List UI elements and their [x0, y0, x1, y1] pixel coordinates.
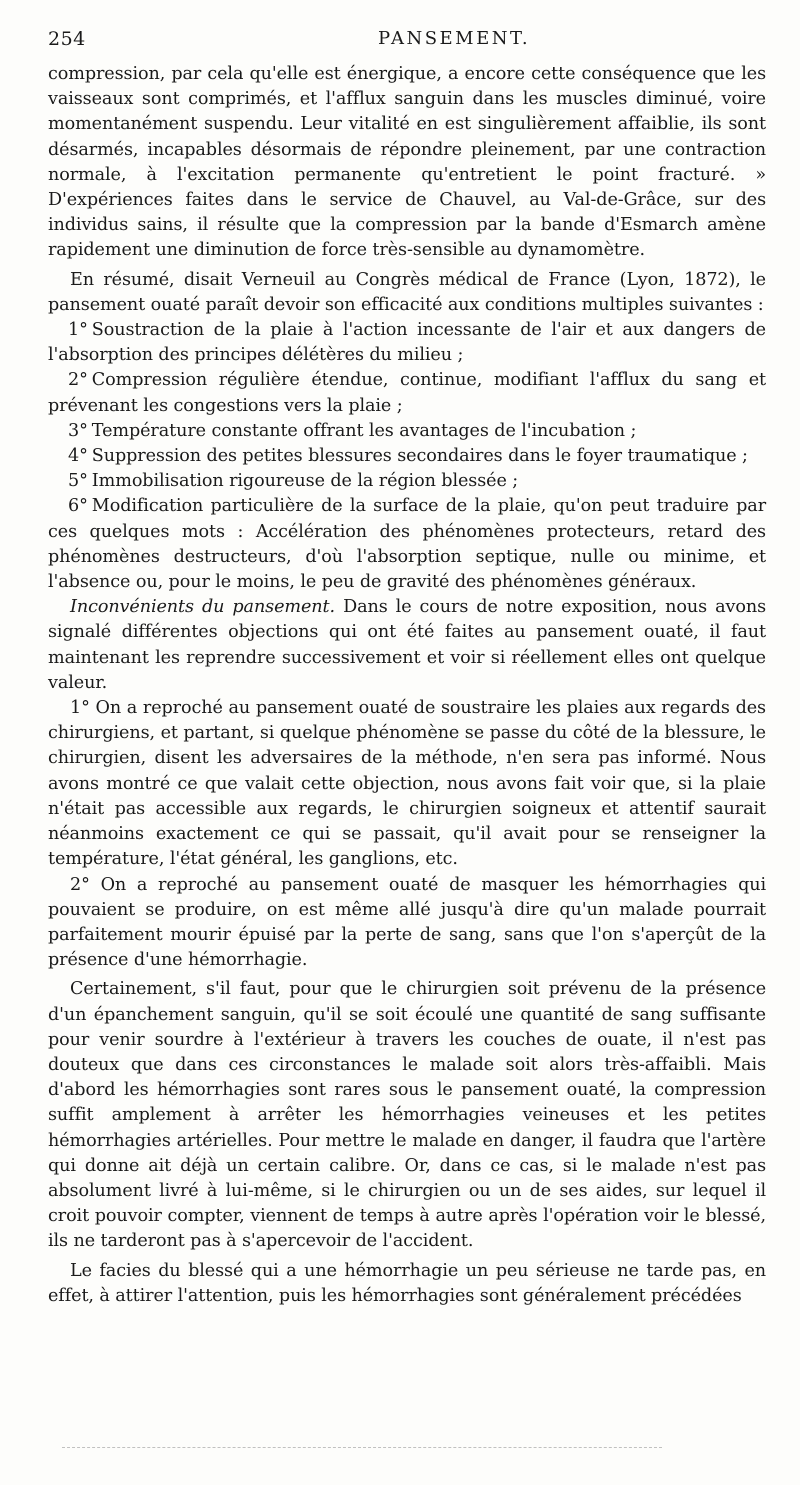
objection-marker: 2°	[70, 874, 90, 895]
list-item	[48, 419, 766, 444]
objection-text: On a reproché au pansement ouaté de soustraire les plaies aux regards des chirurgiens, et partant, si quelque phénomène se passe du côté de la blessure, le chirurgien, disent les adversaires de la méthode, n'en sera pas informé. Nous avons montré ce que valait cette objection, nous avons fait voir que, si la plaie n'était pas accessible aux regards, le chirurgien soigneux et attentif saurait néanmoins exactement ce qui se passait, qu'il avait pour se renseigner la température, l'état général, les ganglions, etc.	[48, 698, 766, 870]
list-marker: 4°	[68, 446, 88, 467]
paragraph-objection-1	[48, 696, 766, 872]
objection-text: On a reproché au pansement ouaté de masquer les hémorrhagies qui pouvaient se produire, on est même allé jusqu'à dire qu'un malade pourrait parfaitement mourir épuisé par la perte de sang, sans que l'on s'aperçût de la présence d'une hémorrhagie.	[48, 874, 766, 971]
list-marker: 3°	[68, 420, 88, 441]
list-item-text: Immobilisation rigoureuse de la région blessée ;	[91, 471, 519, 492]
list-item-text: Soustraction de la plaie à l'action incessante de l'air et aux dangers de l'absorption des principes délétères du milieu ;	[48, 320, 766, 366]
list-marker: 6°	[68, 496, 88, 517]
paragraph-inconvenients	[48, 595, 766, 696]
paragraph-objection-2	[48, 873, 766, 974]
page-body	[48, 62, 766, 1309]
page-header	[48, 28, 760, 58]
list-marker: 1°	[68, 320, 88, 341]
list-item-text: Compression régulière étendue, continue, modifiant l'afflux du sang et prévenant les congestions vers la plaie ;	[48, 370, 766, 416]
footer-scan-rule	[62, 1447, 662, 1448]
objection-marker: 1°	[70, 698, 90, 719]
list-item	[48, 494, 766, 595]
list-marker: 5°	[68, 471, 88, 492]
section-run-in-heading: Inconvénients du pansement.	[70, 597, 336, 618]
paragraph-certainement: Certainement, s'il faut, pour que le chirurgien soit prévenu de la présence d'un épanchement sanguin, qu'il se soit écoulé une quantité de sang suffisante pour venir sourdre à l'extérieur à travers les couches de ouate, il n'est pas douteux que dans ces circonstances le malade soit alors très-affaibli. Mais d'abord les hémorrhagies sont rares sous le pansement ouaté, la compression suffit amplement à arrêter les hémorrhagies veineuses et les petites hémorrhagies artérielles. Pour mettre le malade en danger, il faudra que l'artère qui donne ait déjà un certain calibre. Or, dans ce cas, si le malade n'est pas absolument livré à lui-même, si le chirurgien ou un de ses aides, sur lequel il croit pouvoir compter, viennent de temps à autre après l'opération voir le blessé, ils ne tarderont pas à s'apercevoir de l'accident.	[48, 979, 766, 1252]
paragraph-summary-intro: En résumé, disait Verneuil au Congrès médical de France (Lyon, 1872), le pansement ouaté paraît devoir son efficacité aux conditions multiples suivantes :	[48, 269, 766, 315]
paragraph-continuation: compression, par cela qu'elle est énergique, a encore cette conséquence que les vaisseaux sont comprimés, et l'afflux sanguin dans les muscles diminué, voire momentanément suspendu. Leur vitalité en est singulièrement affaiblie, ils sont désarmés, incapables désormais de répondre pleinement, par une contraction normale, à l'excitation permanente qu'entretient le point fracturé. » D'expériences faites dans le service de Chauvel, au Val-de-Grâce, sur des individus sains, il résulte que la compression par la bande d'Esmarch amène rapidement une diminution de force très-sensible au dynamomètre.	[48, 64, 766, 261]
list-item-text: Modification particulière de la surface de la plaie, qu'on peut traduire par ces quelques mots : Accélération des phénomènes protecteurs, retard des phénomènes destructeurs, d'où l'absorption septique, nulle ou minime, et l'absence ou, pour le moins, le peu de gravité des phénomènes généraux.	[48, 496, 766, 593]
paragraph-inconvenients-text: Dans le cours de notre exposition, nous avons signalé différentes objections qui ont été faites au pansement ouaté, il faut maintenant les reprendre successivement et voir si réellement elles ont quelque valeur.	[48, 597, 766, 693]
page-number: 254	[48, 28, 86, 50]
list-marker: 2°	[68, 370, 88, 391]
list-item	[48, 444, 766, 469]
running-title: PANSEMENT.	[378, 28, 531, 49]
list-item-text: Température constante offrant les avantages de l'incubation ;	[91, 420, 637, 441]
paragraph-facies: Le facies du blessé qui a une hémorrhagie un peu sérieuse ne tarde pas, en effet, à attirer l'attention, puis les hémorrhagies sont généralement précédées	[48, 1260, 766, 1306]
list-item	[48, 368, 766, 418]
list-item	[48, 318, 766, 368]
list-item	[48, 469, 766, 494]
list-item-text: Suppression des petites blessures secondaires dans le foyer traumatique ;	[91, 446, 748, 467]
